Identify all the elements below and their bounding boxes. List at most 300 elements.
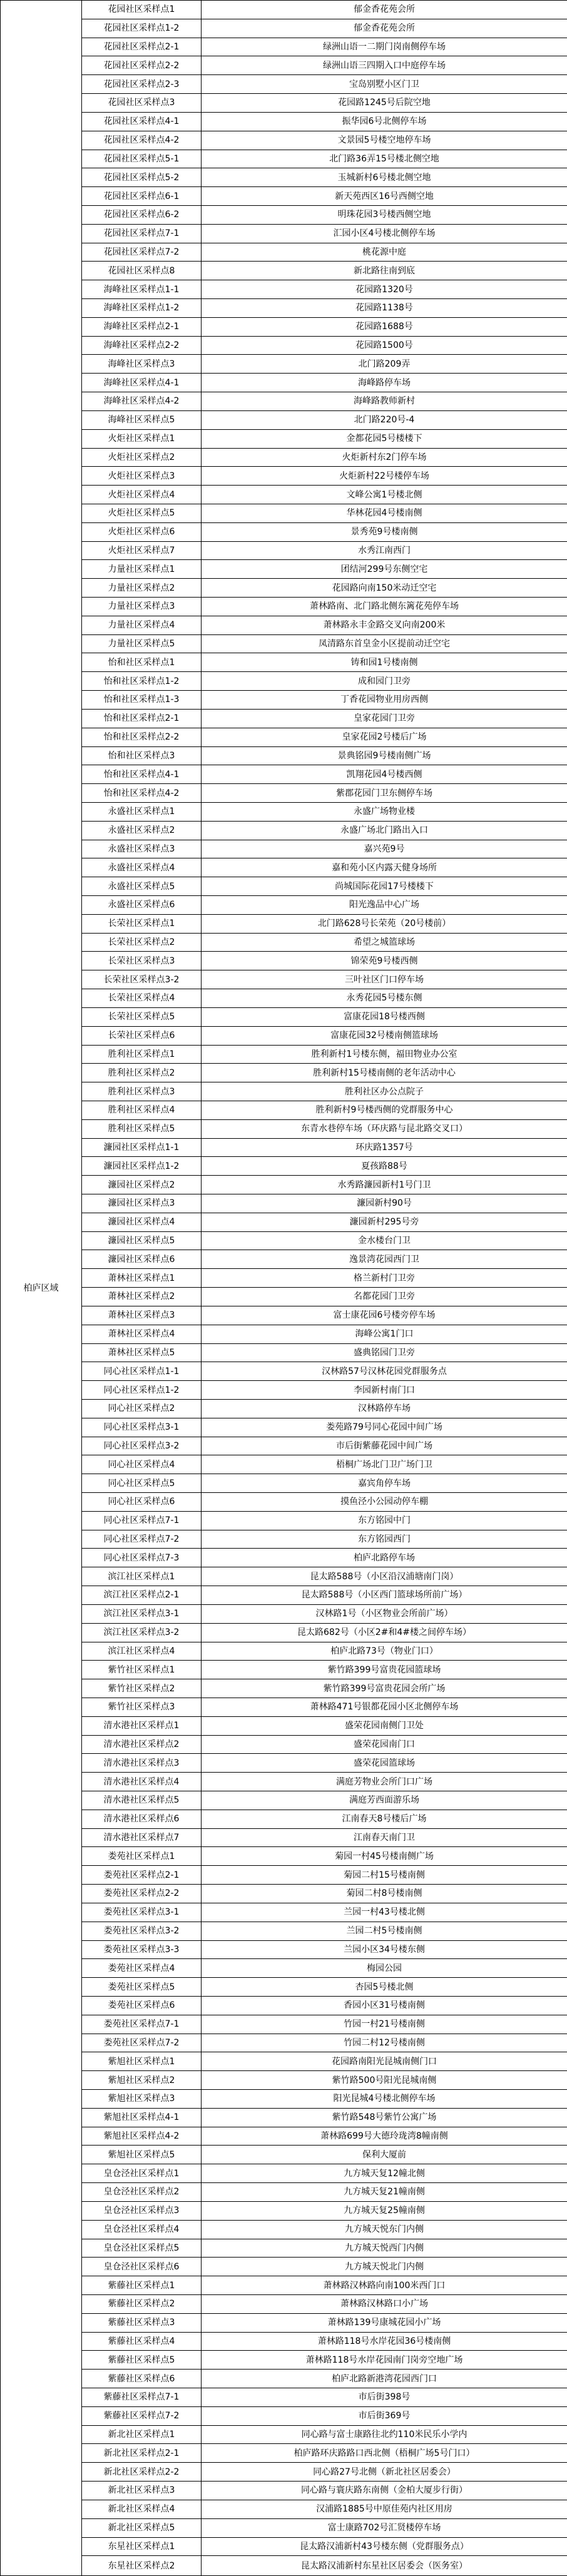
sampling-point-address: 紫竹路500号阳光昆城南侧	[202, 2071, 567, 2090]
table-row	[1, 2332, 567, 2351]
table-row	[1, 486, 567, 504]
sampling-point-address: 景典铭园9号楼南侧广场	[202, 746, 567, 765]
sampling-point-name: 濂园社区采样点1-2	[82, 1157, 202, 1176]
table-row	[1, 280, 567, 299]
sampling-point-name: 怡和社区采样点4-1	[82, 765, 202, 784]
sampling-point-name: 同心社区采样点7-2	[82, 1530, 202, 1549]
table-row	[1, 336, 567, 355]
table-row	[1, 1847, 567, 1866]
sampling-point-address: 盛荣花园南侧门卫处	[202, 1716, 567, 1735]
table-row	[1, 1549, 567, 1567]
sampling-point-address: 希望之城篮球场	[202, 933, 567, 952]
table-row	[1, 821, 567, 840]
table-row	[1, 709, 567, 728]
table-row	[1, 1716, 567, 1735]
sampling-point-address: 海峰路教师新村	[202, 392, 567, 411]
sampling-point-address: 桃花源中庭	[202, 243, 567, 262]
sampling-point-name: 滨江社区采样点4	[82, 1642, 202, 1661]
sampling-point-address: 市后街369号	[202, 2406, 567, 2425]
sampling-point-name: 清水港社区采样点5	[82, 1791, 202, 1810]
sampling-point-name: 濂园社区采样点4	[82, 1213, 202, 1231]
sampling-point-name: 娄苑社区采样点3-3	[82, 1940, 202, 1959]
sampling-point-name: 长荣社区采样点2	[82, 933, 202, 952]
table-row	[1, 2425, 567, 2444]
table-row	[1, 2201, 567, 2220]
table-row	[1, 1437, 567, 1455]
sampling-point-name: 海峰社区采样点2-2	[82, 336, 202, 355]
table-row	[1, 2482, 567, 2500]
sampling-point-address: 环庆路1357号	[202, 1138, 567, 1157]
sampling-point-name: 花园社区采样点4-2	[82, 131, 202, 150]
table-row	[1, 1306, 567, 1325]
table-row	[1, 1064, 567, 1082]
sampling-point-address: 盛荣花园南门口	[202, 1735, 567, 1754]
sampling-point-address: 花园路向南150米动迁空宅	[202, 579, 567, 598]
table-row	[1, 1791, 567, 1810]
sampling-point-name: 滨江社区采样点3-2	[82, 1623, 202, 1642]
sampling-point-name: 长荣社区采样点5	[82, 1007, 202, 1026]
table-row	[1, 2463, 567, 2482]
sampling-point-address: 成和园门卫旁	[202, 672, 567, 691]
table-row	[1, 858, 567, 877]
table-row	[1, 1474, 567, 1493]
sampling-point-address: 九方城天复21幢南侧	[202, 2183, 567, 2202]
table-row	[1, 1176, 567, 1194]
table-row	[1, 784, 567, 803]
table-row	[1, 896, 567, 915]
sampling-point-address: 郁金香花苑会所	[202, 1, 567, 19]
sampling-point-name: 花园社区采样点5-2	[82, 168, 202, 187]
table-row	[1, 75, 567, 94]
sampling-point-address: 北门路628号长荣苑（20号楼前）	[202, 914, 567, 933]
sampling-point-name: 花园社区采样点8	[82, 262, 202, 280]
table-row	[1, 2108, 567, 2127]
sampling-point-name: 东星社区采样点2	[82, 2556, 202, 2576]
sampling-point-name: 同心社区采样点1-2	[82, 1381, 202, 1400]
table-row	[1, 840, 567, 858]
sampling-point-name: 同心社区采样点6	[82, 1493, 202, 1512]
table-row	[1, 560, 567, 579]
sampling-point-address: 梅园公园	[202, 1959, 567, 1978]
sampling-point-address: 海峰路停车场	[202, 374, 567, 392]
table-row	[1, 2313, 567, 2332]
table-row	[1, 410, 567, 429]
sampling-point-name: 长荣社区采样点3-2	[82, 970, 202, 989]
sampling-point-name: 紫藤社区采样点4	[82, 2332, 202, 2351]
table-row	[1, 2518, 567, 2537]
sampling-point-address: 宝岛别墅小区门卫	[202, 75, 567, 94]
sampling-point-address: 萧林路699号大德玲珑湾8幢南侧	[202, 2127, 567, 2146]
sampling-point-address: 同心路与寰庆路东南侧（金柏大厦步行街）	[202, 2482, 567, 2500]
table-row	[1, 1885, 567, 1903]
table-row	[1, 634, 567, 653]
sampling-point-name: 娄苑社区采样点7-1	[82, 2015, 202, 2034]
sampling-point-address: 江南春天南门卫	[202, 1828, 567, 1847]
table-row	[1, 1250, 567, 1269]
sampling-point-address: 花园路1138号	[202, 299, 567, 318]
sampling-point-name: 滨江社区采样点3-1	[82, 1604, 202, 1623]
table-row	[1, 598, 567, 616]
sampling-point-address: 萧林路471号银都花园小区北侧停车场	[202, 1698, 567, 1716]
sampling-point-name: 紫藤社区采样点2	[82, 2294, 202, 2313]
table-row	[1, 1940, 567, 1959]
table-row	[1, 952, 567, 970]
sampling-point-address: 汉林路57号汉林花园党群服务点	[202, 1362, 567, 1381]
sampling-point-address: 昆太路汉浦新村43号楼东侧（党群服务点）	[202, 2537, 567, 2556]
sampling-point-address: 汉浦路1885号中原佳苑内社区用房	[202, 2500, 567, 2518]
sampling-point-name: 紫旭社区采样点1	[82, 2052, 202, 2071]
sampling-point-name: 萧林社区采样点3	[82, 1306, 202, 1325]
table-row	[1, 224, 567, 243]
sampling-point-name: 火炬社区采样点4	[82, 486, 202, 504]
sampling-point-name: 永盛社区采样点5	[82, 877, 202, 896]
sampling-point-address: 永盛广场北门路出入口	[202, 821, 567, 840]
sampling-point-name: 娄苑社区采样点3-2	[82, 1922, 202, 1940]
table-row	[1, 1119, 567, 1138]
sampling-point-address: 绿洲山语一二期门岗南侧停车场	[202, 38, 567, 56]
sampling-point-address: 九方城天复25幢南侧	[202, 2201, 567, 2220]
sampling-point-name: 长荣社区采样点4	[82, 989, 202, 1008]
sampling-point-name: 紫藤社区采样点3	[82, 2313, 202, 2332]
sampling-point-address: 九方城天悦西门内侧	[202, 2239, 567, 2258]
sampling-point-address: 嘉兴苑9号	[202, 840, 567, 858]
table-row	[1, 877, 567, 896]
sampling-point-name: 同心社区采样点4	[82, 1455, 202, 1474]
sampling-point-address: 濂园新村295号旁	[202, 1213, 567, 1231]
sampling-point-address: 胜利新村15号楼南侧的老年活动中心	[202, 1064, 567, 1082]
table-row	[1, 579, 567, 598]
sampling-point-name: 濂园社区采样点6	[82, 1250, 202, 1269]
sampling-point-address: 振华园6号北侧停车场	[202, 112, 567, 131]
sampling-point-address: 柏庐北路73号（物业门口）	[202, 1642, 567, 1661]
sampling-point-address: 竹园二村12号楼南侧	[202, 2034, 567, 2052]
table-row	[1, 38, 567, 56]
sampling-point-name: 火炬社区采样点6	[82, 522, 202, 541]
sampling-point-address: 尚城国际花园17号楼楼下	[202, 877, 567, 896]
sampling-point-name: 清水港社区采样点2	[82, 1735, 202, 1754]
sampling-point-address: 皇家花园门卫旁	[202, 709, 567, 728]
table-row	[1, 2500, 567, 2518]
sampling-point-address: 柏庐北路停车场	[202, 1549, 567, 1567]
sampling-point-address: 紫郡花园门卫东侧停车场	[202, 784, 567, 803]
sampling-point-address: 新天苑西区16号西侧空地	[202, 187, 567, 206]
table-row	[1, 1978, 567, 1997]
sampling-point-address: 东方铭园西门	[202, 1530, 567, 1549]
table-row	[1, 653, 567, 672]
table-row	[1, 2052, 567, 2071]
sampling-point-address: 华林花园4号楼南侧	[202, 504, 567, 522]
sampling-point-name: 濂园社区采样点5	[82, 1231, 202, 1250]
table-row	[1, 1567, 567, 1586]
table-row	[1, 1754, 567, 1773]
sampling-point-address: 满庭芳西面游乐场	[202, 1791, 567, 1810]
sampling-point-name: 力量社区采样点4	[82, 616, 202, 634]
sampling-point-name: 火炬社区采样点7	[82, 541, 202, 560]
table-row	[1, 2294, 567, 2313]
table-row	[1, 150, 567, 168]
sampling-point-address: 锦荣苑9号楼西侧	[202, 952, 567, 970]
sampling-point-address: 胜利社区办公点院子	[202, 1082, 567, 1101]
sampling-point-name: 海峰社区采样点4-2	[82, 392, 202, 411]
sampling-point-name: 火炬社区采样点1	[82, 429, 202, 448]
table-row	[1, 2388, 567, 2407]
sampling-point-name: 新北社区采样点5	[82, 2518, 202, 2537]
sampling-point-name: 花园社区采样点3	[82, 94, 202, 113]
sampling-point-name: 紫藤社区采样点5	[82, 2351, 202, 2370]
sampling-point-address: 皇家花园2号楼后广场	[202, 728, 567, 746]
table-row	[1, 1213, 567, 1231]
sampling-point-name: 花园社区采样点1	[82, 1, 202, 19]
sampling-point-name: 花园社区采样点5-1	[82, 150, 202, 168]
sampling-point-address: 萧林路永丰金路交叉向南200米	[202, 616, 567, 634]
sampling-point-name: 同心社区采样点3-1	[82, 1418, 202, 1437]
table-row	[1, 1530, 567, 1549]
sampling-point-address: 东方铭园中门	[202, 1511, 567, 1530]
table-row	[1, 1642, 567, 1661]
sampling-point-address: 火炬新村东2门停车场	[202, 448, 567, 467]
sampling-point-address: 九方城天复12幢北侧	[202, 2164, 567, 2183]
sampling-point-name: 永盛社区采样点6	[82, 896, 202, 915]
sampling-point-name: 娄苑社区采样点1	[82, 1847, 202, 1866]
sampling-point-name: 怡和社区采样点1	[82, 653, 202, 672]
sampling-point-address: 郁金香花苑会所	[202, 19, 567, 38]
sampling-point-name: 萧林社区采样点4	[82, 1325, 202, 1343]
sampling-point-name: 紫旭社区采样点5	[82, 2146, 202, 2164]
sampling-point-address: 富康花园18号楼西侧	[202, 1007, 567, 1026]
sampling-point-name: 同心社区采样点7-1	[82, 1511, 202, 1530]
sampling-point-address: 江南春天8号楼后广场	[202, 1810, 567, 1828]
sampling-point-address: 汇园小区4号楼北侧停车场	[202, 224, 567, 243]
sampling-point-address: 海峰公寓1门口	[202, 1325, 567, 1343]
table-row	[1, 2015, 567, 2034]
table-row	[1, 2258, 567, 2276]
table-row	[1, 2444, 567, 2463]
sampling-point-name: 花园社区采样点2-3	[82, 75, 202, 94]
sampling-point-name: 长荣社区采样点1	[82, 914, 202, 933]
sampling-point-address: 兰园二村5号楼南侧	[202, 1922, 567, 1940]
district-cell: 柏庐区域	[1, 1, 82, 2576]
sampling-point-address: 九方城天悦北门内侧	[202, 2258, 567, 2276]
table-row	[1, 2370, 567, 2388]
table-row	[1, 112, 567, 131]
sampling-point-address: 濂园新村90号	[202, 1194, 567, 1213]
sampling-point-address: 娄苑路79号同心花园中间广场	[202, 1418, 567, 1437]
sampling-point-address: 富士康路702号汇贤楼停车场	[202, 2518, 567, 2537]
sampling-point-address: 摸鱼泾小公园动停车棚	[202, 1493, 567, 1512]
sampling-point-address: 柏庐路环庆路路口西北侧（梧桐广场5号门口）	[202, 2444, 567, 2463]
sampling-point-address: 东青水巷停车场（环庆路与昆北路交叉口）	[202, 1119, 567, 1138]
sampling-point-name: 花园社区采样点4-1	[82, 112, 202, 131]
table-row	[1, 168, 567, 187]
sampling-point-address: 同心路27号北侧（新北社区居委会）	[202, 2463, 567, 2482]
sampling-point-name: 怡和社区采样点4-2	[82, 784, 202, 803]
sampling-point-name: 紫竹社区采样点2	[82, 1679, 202, 1698]
table-row	[1, 1903, 567, 1922]
table-row	[1, 2127, 567, 2146]
table-row	[1, 616, 567, 634]
table-row	[1, 1325, 567, 1343]
table-row	[1, 1343, 567, 1362]
sampling-point-name: 永盛社区采样点3	[82, 840, 202, 858]
sampling-point-name: 濂园社区采样点2	[82, 1176, 202, 1194]
sampling-point-address: 花园路1320号	[202, 280, 567, 299]
sampling-point-address: 昆太路588号（小区沿汉浦塘南门岗）	[202, 1567, 567, 1586]
sampling-point-address: 富康花园32号楼南侧篮球场	[202, 1026, 567, 1045]
sampling-point-name: 濂园社区采样点3	[82, 1194, 202, 1213]
sampling-point-address: 满庭芳物业会所门口广场	[202, 1773, 567, 1791]
table-row	[1, 1810, 567, 1828]
sampling-point-address: 名都花园门卫旁	[202, 1288, 567, 1306]
sampling-point-address: 市后街398号	[202, 2388, 567, 2407]
sampling-point-name: 花园社区采样点2-1	[82, 38, 202, 56]
sampling-point-address: 香园小区31号楼南侧	[202, 1996, 567, 2015]
table-row	[1, 1194, 567, 1213]
sampling-point-address: 三叶社区门口停车场	[202, 970, 567, 989]
sampling-point-address: 夏孩路88号	[202, 1157, 567, 1176]
sampling-point-address: 北门路36弄15号楼北侧空地	[202, 150, 567, 168]
sampling-point-name: 新北社区采样点4	[82, 2500, 202, 2518]
sampling-point-name: 紫藤社区采样点6	[82, 2370, 202, 2388]
table-row	[1, 1586, 567, 1605]
sampling-point-name: 力量社区采样点5	[82, 634, 202, 653]
sampling-point-name: 海峰社区采样点4-1	[82, 374, 202, 392]
sampling-point-address: 同心路与富士康路往北约110米民乐小学内	[202, 2425, 567, 2444]
table-row	[1, 187, 567, 206]
table-row	[1, 374, 567, 392]
sampling-point-name: 胜利社区采样点2	[82, 1064, 202, 1082]
sampling-point-address: 萧林路汉林路口小广场	[202, 2294, 567, 2313]
sampling-point-address: 花园路1688号	[202, 317, 567, 336]
sampling-point-name: 紫藤社区采样点7-2	[82, 2406, 202, 2425]
sampling-point-name: 娄苑社区采样点5	[82, 1978, 202, 1997]
sampling-point-name: 胜利社区采样点5	[82, 1119, 202, 1138]
sampling-point-name: 皇仓泾社区采样点4	[82, 2220, 202, 2239]
sampling-point-name: 清水港社区采样点4	[82, 1773, 202, 1791]
sampling-point-address: 玉城新村6号楼北侧空地	[202, 168, 567, 187]
sampling-point-name: 清水港社区采样点3	[82, 1754, 202, 1773]
sampling-point-address: 永秀花园5号楼东侧	[202, 989, 567, 1008]
sampling-point-name: 海峰社区采样点5	[82, 410, 202, 429]
table-row	[1, 1157, 567, 1176]
table-row	[1, 1493, 567, 1512]
sampling-point-name: 同心社区采样点2	[82, 1399, 202, 1418]
sampling-point-name: 同心社区采样点7-3	[82, 1549, 202, 1567]
sampling-point-address: 火炬新村22号楼停车场	[202, 467, 567, 486]
sampling-point-name: 怡和社区采样点1-2	[82, 672, 202, 691]
table-row	[1, 728, 567, 746]
sampling-point-address: 市后街紫藤花园中间广场	[202, 1437, 567, 1455]
sampling-point-address: 萧林路118号水岸花园36号楼南侧	[202, 2332, 567, 2351]
table-row	[1, 1455, 567, 1474]
table-row	[1, 1362, 567, 1381]
sampling-point-address: 金都花园5号楼楼下	[202, 429, 567, 448]
sampling-point-address: 汉林路1号（小区物业会所前广场）	[202, 1604, 567, 1623]
sampling-point-address: 李园新村南门口	[202, 1381, 567, 1400]
sampling-point-address: 菊园二村8号楼南侧	[202, 1885, 567, 1903]
table-row	[1, 1922, 567, 1940]
table-row	[1, 1511, 567, 1530]
sampling-point-name: 花园社区采样点6-1	[82, 187, 202, 206]
sampling-point-name: 紫竹社区采样点1	[82, 1661, 202, 1679]
sampling-point-name: 花园社区采样点6-2	[82, 205, 202, 224]
sampling-point-address: 胜利新村9号楼西侧的党群服务中心	[202, 1101, 567, 1119]
sampling-point-name: 花园社区采样点2-2	[82, 56, 202, 75]
table-row	[1, 1288, 567, 1306]
sampling-point-name: 紫竹社区采样点3	[82, 1698, 202, 1716]
sampling-point-name: 海峰社区采样点1-1	[82, 280, 202, 299]
sampling-point-name: 清水港社区采样点7	[82, 1828, 202, 1847]
table-row	[1, 299, 567, 318]
sampling-point-address: 花园路1500号	[202, 336, 567, 355]
sampling-point-address: 紫竹路399号富贵花园篮球场	[202, 1661, 567, 1679]
sampling-point-name: 火炬社区采样点5	[82, 504, 202, 522]
sampling-point-name: 花园社区采样点7-1	[82, 224, 202, 243]
sampling-point-address: 嘉宾角停车场	[202, 1474, 567, 1493]
sampling-point-name: 新北社区采样点3	[82, 2482, 202, 2500]
sampling-point-name: 长荣社区采样点6	[82, 1026, 202, 1045]
table-row	[1, 1138, 567, 1157]
sampling-point-name: 清水港社区采样点6	[82, 1810, 202, 1828]
table-row	[1, 2406, 567, 2425]
table-row	[1, 2220, 567, 2239]
sampling-point-name: 胜利社区采样点4	[82, 1101, 202, 1119]
sampling-point-address: 铸和园1号楼南侧	[202, 653, 567, 672]
table-row	[1, 691, 567, 710]
sampling-point-name: 花园社区采样点1-2	[82, 19, 202, 38]
table-row	[1, 1418, 567, 1437]
sampling-point-name: 皇仓泾社区采样点6	[82, 2258, 202, 2276]
sampling-point-address: 保利大厦前	[202, 2146, 567, 2164]
sampling-point-name: 长荣社区采样点3	[82, 952, 202, 970]
sampling-point-name: 濂园社区采样点1-1	[82, 1138, 202, 1157]
table-row	[1, 933, 567, 952]
table-row	[1, 802, 567, 821]
table-row	[1, 746, 567, 765]
sampling-point-address: 九方城天悦东门内侧	[202, 2220, 567, 2239]
sampling-point-address: 景秀苑9号楼南侧	[202, 522, 567, 541]
table-row	[1, 541, 567, 560]
table-row	[1, 448, 567, 467]
sampling-point-address: 逸景湾花园西门卫	[202, 1250, 567, 1269]
sampling-point-name: 新北社区采样点2-1	[82, 2444, 202, 2463]
table-row	[1, 1082, 567, 1101]
sampling-point-address: 阳光昆城4号楼北侧停车场	[202, 2090, 567, 2109]
table-row	[1, 1101, 567, 1119]
sampling-point-address: 盛荣花园篮球场	[202, 1754, 567, 1773]
table-row	[1, 2146, 567, 2164]
table-row	[1, 2276, 567, 2295]
table-row	[1, 504, 567, 522]
table-row	[1, 1959, 567, 1978]
sampling-point-address: 水秀路濂园新村1号门卫	[202, 1176, 567, 1194]
sampling-point-name: 滨江社区采样点1	[82, 1567, 202, 1586]
sampling-point-name: 同心社区采样点3-2	[82, 1437, 202, 1455]
sampling-point-name: 娄苑社区采样点3-1	[82, 1903, 202, 1922]
sampling-point-address: 兰园一村43号楼北侧	[202, 1903, 567, 1922]
sampling-point-address: 萧林路118号水岸花园南门岗旁空地广场	[202, 2351, 567, 2370]
sampling-point-name: 海峰社区采样点1-2	[82, 299, 202, 318]
sampling-point-name: 滨江社区采样点2-1	[82, 1586, 202, 1605]
sampling-point-name: 海峰社区采样点3	[82, 355, 202, 374]
table-row	[1, 970, 567, 989]
sampling-point-address: 萧林路汉林路向南100米西门口	[202, 2276, 567, 2295]
table-row	[1, 2537, 567, 2556]
table-row	[1, 2071, 567, 2090]
table-row	[1, 355, 567, 374]
sampling-point-address: 永盛广场物业楼	[202, 802, 567, 821]
sampling-point-name: 皇仓泾社区采样点2	[82, 2183, 202, 2202]
table-row	[1, 2164, 567, 2183]
